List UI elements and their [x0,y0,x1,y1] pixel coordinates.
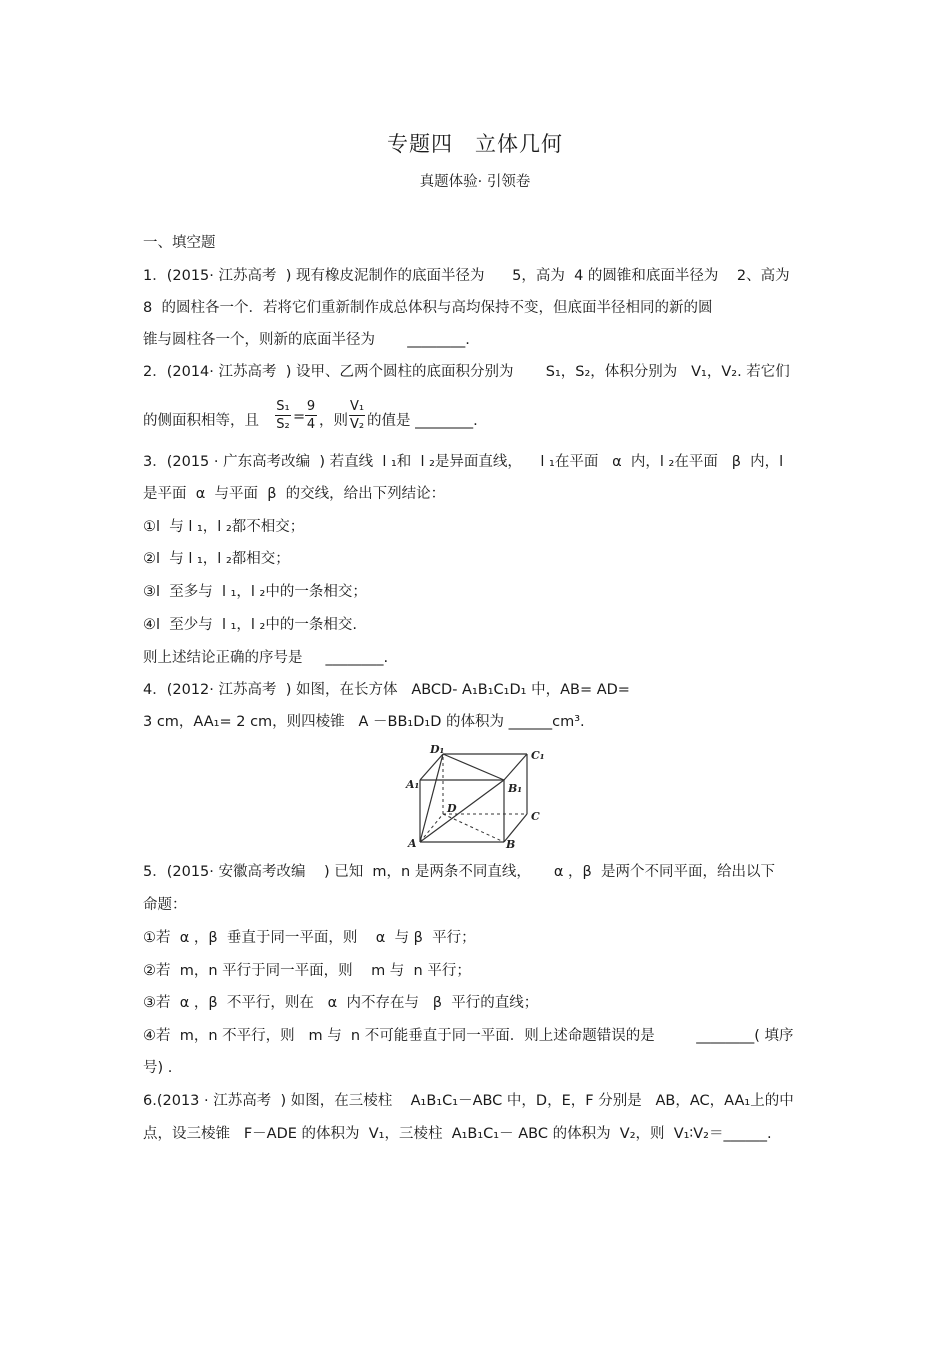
label-c: C [531,810,540,823]
page-subtitle: 真题体验· 引领卷 [419,174,531,190]
segment-ab1 [420,780,504,842]
question-5-option-1: ①若 α ，β 垂直于同一平面，则 α 与 β 平行； [143,930,476,946]
question-3-option-4: ④l 至少与 l ₁，l ₂中的一条相交. [143,617,357,633]
segment-b1d1 [443,754,504,780]
question-6-line-2: 点，设三棱锥 F－ADE 的体积为 V₁，三棱柱 A₁B₁C₁－ ABC 的体积为 V₂，则 V₁∶V₂＝______. [143,1126,772,1142]
label-d1: D₁ [430,743,445,756]
question-3-option-3: ③l 至多与 l ₁，l ₂中的一条相交； [143,584,367,600]
question-1-line-1: 1．(2015· 江苏高考 ) 现有橡皮泥制作的底面半径为 5，高为 4 的圆锥和底面半径为 2、高为 [143,268,790,284]
formula-mid: ，则 [319,413,348,429]
question-3-line-2: 是平面 α 与平面 β 的交线，给出下列结论： [143,486,446,502]
label-a1: A₁ [406,778,420,791]
cuboid-figure [400,742,550,850]
question-2-formula [143,398,813,440]
question-3-line-1: 3．(2015 · 广东高考改编 ) 若直线 l ₁和 l ₂是异面直线， l ₁在平面 α 内，l ₂在平面 β 内，l [143,454,784,470]
question-1-line-2: 8 的圆柱各一个．若将它们重新制作成总体积与高均保持不变，但底面半径相同的新的圆 [143,300,713,316]
question-5-option-3: ③若 α ，β 不平行，则在 α 内不存在与 β 平行的直线； [143,995,539,1011]
fraction-v1-v2: $\frac{\text{V₁}}{\text{V₂}}$ [349,399,365,432]
question-4-line-1: 4．(2012· 江苏高考 ) 如图，在长方体 ABCD- A₁B₁C₁D₁ 中，AB= AD= [143,682,630,698]
question-3-line-3: 则上述结论正确的序号是 ________. [143,650,389,666]
question-3-option-2: ②l 与 l ₁，l ₂都相交； [143,551,290,567]
label-c1: C₁ [531,749,545,762]
question-5-line-2: 命题： [143,897,187,913]
question-2-line-1: 2．(2014· 江苏高考 ) 设甲、乙两个圆柱的底面积分别为 S₁，S₂，体积分别为 V₁，V₂. 若它们 [143,364,790,380]
fraction-9-4: $\frac{9}{4}$ [306,399,316,432]
question-1-line-3: 锥与圆柱各一个，则新的底面半径为 ________. [143,332,470,348]
label-d: D [447,802,457,815]
formula-equals: = [293,409,306,425]
question-5-option-4: ④若 m，n 不平行，则 m 与 n 不可能垂直于同一平面．则上述命题错误的是 ________( 填序 [143,1028,794,1044]
question-3-option-1: ①l 与 l ₁，l ₂都不相交； [143,519,305,535]
formula-prefix: 的侧面积相等，且 [143,413,259,429]
section-heading: 一、填空题 [143,235,216,251]
question-5-line-3: 号) . [143,1060,173,1076]
edge-b1c1 [504,754,527,780]
label-b1: B₁ [508,782,523,795]
question-6-line-1: 6.(2013 · 江苏高考 ) 如图，在三棱柱 A₁B₁C₁－ABC 中，D，E，F 分别是 AB，AC，AA₁上的中 [143,1093,794,1109]
label-b: B [506,838,516,850]
question-5-line-1: 5．(2015· 安徽高考改编 ) 已知 m，n 是两条不同直线， α ，β 是两个不同平面，给出以下 [143,864,776,880]
question-5-option-2: ②若 m，n 平行于同一平面，则 m 与 n 平行； [143,963,471,979]
question-4-line-2: 3 cm，AA₁= 2 cm，则四棱锥 A －BB₁D₁D 的体积为 ______cm³. [143,714,585,730]
fraction-s1-s2: $\frac{\text{S₁}}{\text{S₂}}$ [276,399,290,432]
formula-suffix: 的值是 ________. [367,413,478,429]
page-title: 专题四 立体几何 [387,132,563,156]
label-a: A [408,837,417,850]
